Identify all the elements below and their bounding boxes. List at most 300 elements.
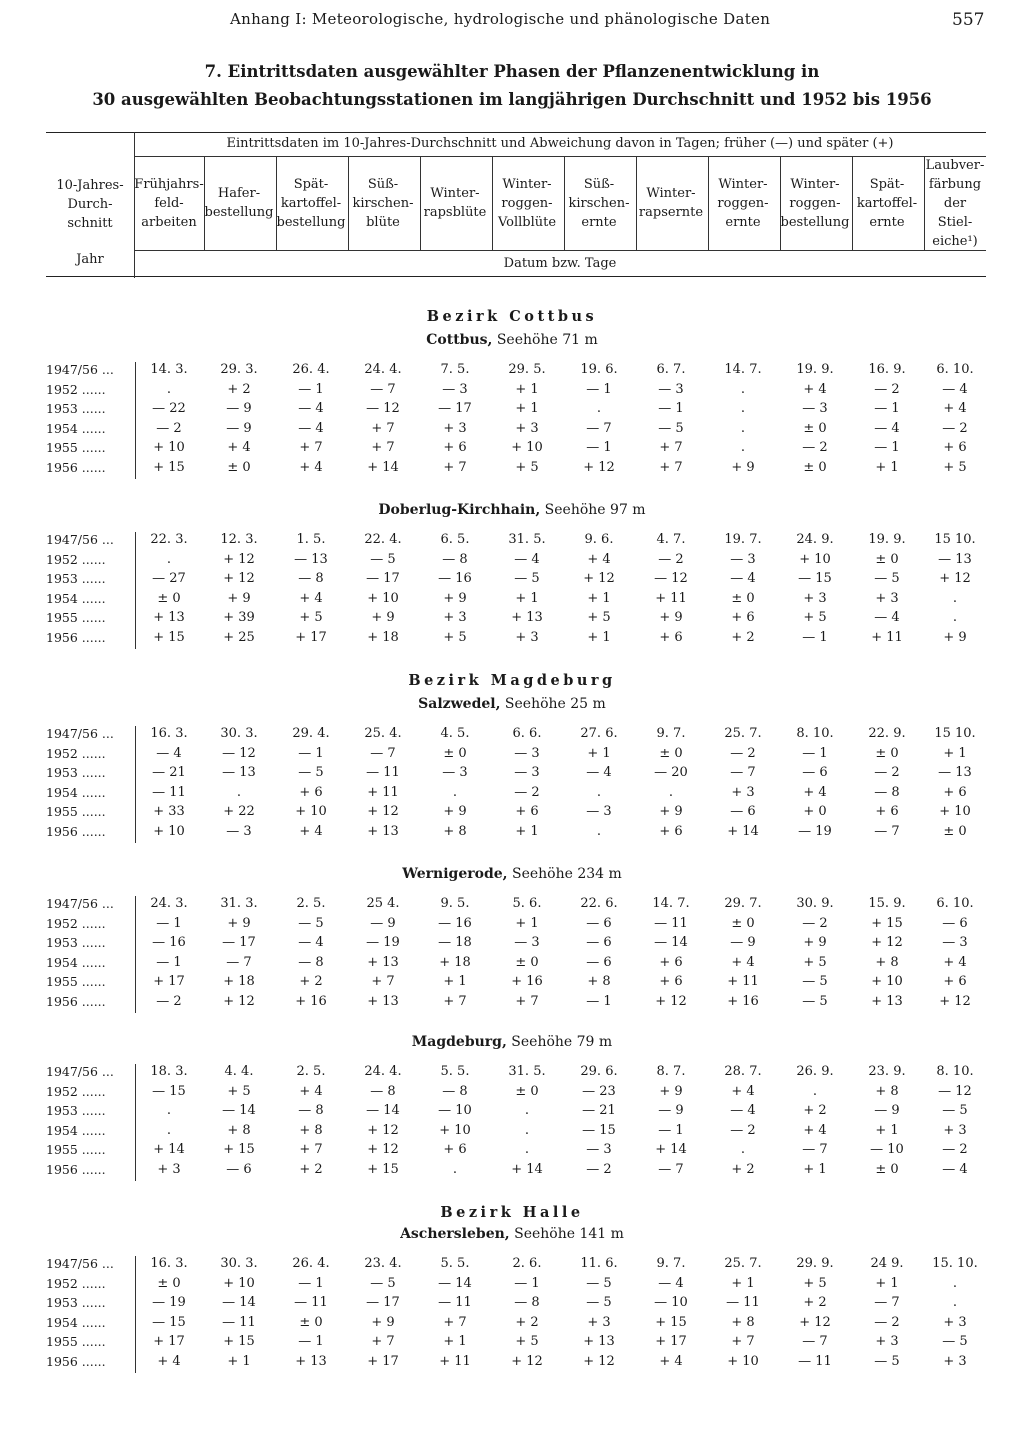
header-span-label: Eintrittsdaten im 10-Jahres-Durchschnitt und Abweichung davon in Tagen; früher (—) und später (+) xyxy=(226,136,894,151)
table-row xyxy=(46,1084,986,1104)
table-cell: 29. 9. xyxy=(796,1256,834,1271)
column-header-line: Winter- xyxy=(790,176,840,192)
table-cell: — 3 xyxy=(730,551,756,567)
table-cell: — 10 xyxy=(870,1142,904,1157)
table-cell: — 4 xyxy=(942,1161,968,1177)
table-cell: 2. 5. xyxy=(296,1064,326,1079)
table-cell: + 3 xyxy=(157,1161,181,1177)
table-cell: ± 0 xyxy=(731,590,755,606)
table-cell: + 8 xyxy=(227,1122,251,1138)
station-heading xyxy=(0,1034,1024,1050)
table-cell: — 6 xyxy=(586,935,612,950)
table-cell: — 14 xyxy=(222,1295,256,1310)
station-heading xyxy=(0,332,1024,348)
column-header-line: kirschen- xyxy=(568,195,630,211)
table-cell: — 2 xyxy=(874,1314,900,1330)
table-row xyxy=(46,630,986,650)
row-label: 1953 ...... xyxy=(46,1103,106,1118)
table-cell: — 23 xyxy=(582,1083,616,1099)
table-cell: 31. 5. xyxy=(508,532,546,547)
table-cell: + 6 xyxy=(299,784,323,800)
table-cell: + 12 xyxy=(939,993,971,1009)
table-cell: + 13 xyxy=(511,610,543,625)
table-cell: 30. 9. xyxy=(796,896,834,911)
table-cell: — 21 xyxy=(582,1103,616,1118)
column-header xyxy=(708,156,778,250)
table-cell: — 13 xyxy=(938,765,972,780)
table-cell: + 9 xyxy=(659,804,683,819)
table-cell: 29. 6. xyxy=(580,1064,618,1079)
table-row xyxy=(46,362,986,382)
table-row xyxy=(46,935,986,955)
table-cell: . xyxy=(952,610,958,625)
table-cell: — 9 xyxy=(730,935,756,950)
table-cell: — 5 xyxy=(802,974,828,989)
table-cell: 15 10. xyxy=(934,532,976,547)
table-cell: — 3 xyxy=(942,935,968,950)
row-label: 1956 ...... xyxy=(46,1161,106,1177)
table-cell: — 11 xyxy=(294,1295,328,1310)
table-cell: 16. 3. xyxy=(150,1256,188,1271)
station-elevation: Seehöhe 79 m xyxy=(506,1034,613,1050)
table-cell: — 1 xyxy=(658,1122,684,1138)
row-label: 1954 ...... xyxy=(46,1314,106,1330)
table-row xyxy=(46,974,986,994)
station-name: Doberlug-Kirchhain, xyxy=(378,502,541,518)
row-label: 1956 ...... xyxy=(46,993,106,1009)
column-header-line: Winter- xyxy=(430,186,480,201)
column-header-line: eiche¹) xyxy=(932,233,978,249)
table-cell: + 4 xyxy=(587,551,611,567)
station-name: Salzwedel, xyxy=(418,696,501,712)
column-separator xyxy=(276,156,277,250)
table-cell: + 5 xyxy=(515,459,539,475)
table-cell: — 5 xyxy=(370,551,396,567)
table-cell: 16. 9. xyxy=(868,362,906,377)
bezirk-heading: Bezirk Magdeburg xyxy=(408,672,616,689)
table-cell: + 18 xyxy=(223,974,255,989)
table-cell: 7. 5. xyxy=(440,362,470,377)
table-cell: — 6 xyxy=(586,915,612,931)
table-cell: 18. 3. xyxy=(150,1064,188,1079)
table-cell: — 1 xyxy=(658,401,684,416)
table-cell: — 13 xyxy=(938,551,972,567)
table-row xyxy=(46,1276,986,1296)
table-cell: — 19 xyxy=(152,1295,186,1310)
table-cell: — 9 xyxy=(658,1103,684,1118)
table-cell: 6. 5. xyxy=(440,532,470,547)
table-cell: + 2 xyxy=(731,629,755,645)
table-cell: — 2 xyxy=(586,1161,612,1177)
table-cell: — 1 xyxy=(586,440,612,455)
table-cell: . xyxy=(952,590,958,606)
table-title-line-2: 30 ausgewählten Beobachtungsstationen im langjährigen Durchschnitt und 1952 bis 1956 xyxy=(92,90,932,109)
column-header-line: Laubver- xyxy=(925,157,985,173)
column-header-line: Winter- xyxy=(718,176,768,192)
table-cell: + 1 xyxy=(587,745,611,761)
column-separator xyxy=(852,156,853,250)
column-separator xyxy=(708,156,709,250)
table-row xyxy=(46,382,986,402)
table-row xyxy=(46,824,986,844)
table-cell: + 13 xyxy=(583,1334,615,1349)
table-cell: — 4 xyxy=(730,571,756,586)
table-cell: + 10 xyxy=(939,804,971,819)
table-cell: 6. 7. xyxy=(656,362,686,377)
column-header-line: roggen- xyxy=(789,195,841,211)
table-cell: — 15 xyxy=(152,1083,186,1099)
table-row xyxy=(46,765,986,785)
table-cell: — 5 xyxy=(370,1275,396,1291)
table-cell: + 15 xyxy=(153,459,185,475)
column-header-line: kirschen- xyxy=(352,195,414,211)
row-label: 1955 ...... xyxy=(46,974,106,989)
table-cell: + 3 xyxy=(943,1122,967,1138)
table-cell: + 18 xyxy=(439,954,471,970)
table-cell: + 13 xyxy=(153,610,185,625)
table-cell: + 6 xyxy=(875,804,899,819)
station-heading xyxy=(0,696,1024,712)
table-cell: — 11 xyxy=(438,1295,472,1310)
table-cell: 25 4. xyxy=(366,896,400,911)
table-cell: 26. 4. xyxy=(292,1256,330,1271)
table-cell: + 4 xyxy=(659,1353,683,1369)
table-cell: + 6 xyxy=(943,784,967,800)
table-cell: + 14 xyxy=(727,823,759,839)
station-table xyxy=(46,896,986,1013)
table-cell: + 9 xyxy=(227,915,251,931)
table-row xyxy=(46,785,986,805)
column-header-line: blüte xyxy=(366,214,400,230)
table-cell: . xyxy=(952,1275,958,1291)
table-cell: ± 0 xyxy=(803,420,827,436)
table-cell: — 11 xyxy=(366,765,400,780)
header-top-rule xyxy=(46,132,986,133)
table-cell: 31. 5. xyxy=(508,1064,546,1079)
table-cell: + 13 xyxy=(295,1353,327,1369)
table-cell: + 17 xyxy=(153,974,185,989)
table-cell: + 11 xyxy=(727,974,759,989)
table-cell: + 3 xyxy=(943,1314,967,1330)
table-cell: 26. 9. xyxy=(796,1064,834,1079)
table-cell: + 7 xyxy=(371,420,395,436)
table-cell: . xyxy=(166,1122,172,1138)
table-cell: + 2 xyxy=(299,974,323,989)
row-label: 1954 ...... xyxy=(46,1122,106,1138)
table-cell: + 6 xyxy=(659,823,683,839)
table-cell: — 7 xyxy=(370,381,396,397)
table-cell: — 12 xyxy=(938,1083,972,1099)
table-cell: 29. 4. xyxy=(292,726,330,741)
table-cell: 31. 3. xyxy=(220,896,258,911)
table-cell: + 17 xyxy=(295,629,327,645)
table-cell: — 1 xyxy=(298,745,324,761)
table-cell: . xyxy=(740,381,746,397)
table-cell: . xyxy=(740,440,746,455)
column-header-line: bestellung xyxy=(276,214,346,230)
table-cell: — 5 xyxy=(514,571,540,586)
table-cell: — 6 xyxy=(942,915,968,931)
table-cell: + 25 xyxy=(223,629,255,645)
column-separator xyxy=(420,156,421,250)
table-cell: 9. 7. xyxy=(656,1256,686,1271)
table-cell: + 3 xyxy=(443,420,467,436)
table-cell: — 21 xyxy=(152,765,186,780)
table-cell: — 22 xyxy=(152,401,186,416)
table-cell: — 2 xyxy=(658,551,684,567)
table-cell: — 3 xyxy=(514,765,540,780)
table-cell: 22. 3. xyxy=(150,532,188,547)
table-cell: + 17 xyxy=(367,1353,399,1369)
table-cell: — 16 xyxy=(152,935,186,950)
table-row xyxy=(46,440,986,460)
station-heading xyxy=(0,1226,1024,1242)
table-cell: ± 0 xyxy=(659,745,683,761)
table-cell: 19. 9. xyxy=(796,362,834,377)
table-row xyxy=(46,726,986,746)
table-cell: + 11 xyxy=(367,784,399,800)
column-header-line: Winter- xyxy=(646,186,696,201)
table-cell: — 14 xyxy=(222,1103,256,1118)
table-cell: ± 0 xyxy=(157,1275,181,1291)
table-cell: + 1 xyxy=(443,974,467,989)
row-label: 1956 ...... xyxy=(46,629,106,645)
table-row xyxy=(46,1103,986,1123)
table-cell: + 5 xyxy=(803,610,827,625)
table-cell: + 1 xyxy=(731,1275,755,1291)
table-cell: 23. 4. xyxy=(364,1256,402,1271)
table-cell: + 10 xyxy=(799,551,831,567)
station-elevation: Seehöhe 71 m xyxy=(492,332,598,348)
column-header-line: bestellung xyxy=(204,205,274,220)
row-label: 1947/56 ... xyxy=(46,1064,114,1079)
table-cell: ± 0 xyxy=(803,459,827,475)
table-row xyxy=(46,552,986,572)
table-cell: + 6 xyxy=(443,440,467,455)
table-cell: — 20 xyxy=(654,765,688,780)
table-cell: ± 0 xyxy=(227,459,251,475)
row-label: 1952 ...... xyxy=(46,551,106,567)
table-cell: — 1 xyxy=(874,440,900,455)
table-cell: — 17 xyxy=(366,1295,400,1310)
table-cell: — 16 xyxy=(438,571,472,586)
table-cell: 29. 5. xyxy=(508,362,546,377)
table-cell: ± 0 xyxy=(943,823,967,839)
table-cell: + 2 xyxy=(803,1103,827,1118)
table-cell: — 19 xyxy=(798,823,832,839)
table-cell: + 1 xyxy=(803,1161,827,1177)
station-name: Aschersleben, xyxy=(400,1226,510,1242)
table-cell: — 5 xyxy=(586,1275,612,1291)
table-cell: — 4 xyxy=(874,610,900,625)
table-cell: + 9 xyxy=(371,610,395,625)
table-cell: + 9 xyxy=(731,459,755,475)
table-row xyxy=(46,1334,986,1354)
table-row xyxy=(46,1064,986,1084)
table-cell: — 4 xyxy=(298,420,324,436)
row-label: 1954 ...... xyxy=(46,784,106,800)
table-cell: — 7 xyxy=(874,1295,900,1310)
table-cell: . xyxy=(952,1295,958,1310)
table-cell: — 5 xyxy=(874,571,900,586)
table-cell: . xyxy=(452,784,458,800)
table-cell: + 4 xyxy=(157,1353,181,1369)
page-number: 557 xyxy=(952,10,985,30)
table-cell: 19. 6. xyxy=(580,362,618,377)
table-cell: — 17 xyxy=(222,935,256,950)
table-cell: — 8 xyxy=(370,1083,396,1099)
table-cell: — 5 xyxy=(298,915,324,931)
table-cell: — 2 xyxy=(730,1122,756,1138)
bezirk-heading: Bezirk Halle xyxy=(440,1204,584,1221)
table-cell: . xyxy=(166,1103,172,1118)
table-cell: — 2 xyxy=(156,420,182,436)
table-cell: 15. 10. xyxy=(932,1256,978,1271)
table-cell: — 11 xyxy=(222,1314,256,1330)
table-cell: + 12 xyxy=(367,804,399,819)
column-header-line: Vollblüte xyxy=(497,214,557,230)
station-elevation: Seehöhe 141 m xyxy=(509,1226,624,1242)
table-cell: — 12 xyxy=(366,401,400,416)
table-cell: + 6 xyxy=(659,974,683,989)
table-cell: 12. 3. xyxy=(220,532,258,547)
table-cell: 6. 6. xyxy=(512,726,542,741)
table-cell: 25. 4. xyxy=(364,726,402,741)
table-cell: + 16 xyxy=(511,974,543,989)
column-header-line: Winter- xyxy=(502,176,552,192)
table-cell: 2. 5. xyxy=(296,896,326,911)
table-cell: + 1 xyxy=(587,629,611,645)
table-cell: 27. 6. xyxy=(580,726,618,741)
column-header-line: rapsblüte xyxy=(423,205,487,220)
table-cell: — 14 xyxy=(438,1275,472,1291)
table-cell: + 14 xyxy=(153,1142,185,1157)
table-cell: — 8 xyxy=(442,1083,468,1099)
table-cell: 29. 3. xyxy=(220,362,258,377)
column-header-line: ernte xyxy=(725,214,761,230)
table-cell: — 7 xyxy=(874,823,900,839)
table-cell: — 1 xyxy=(874,401,900,416)
table-cell: 6. 10. xyxy=(936,362,974,377)
table-cell: — 12 xyxy=(654,571,688,586)
table-cell: 5. 5. xyxy=(440,1064,470,1079)
table-cell: — 8 xyxy=(298,571,324,586)
table-cell: — 4 xyxy=(298,401,324,416)
table-cell: + 12 xyxy=(223,551,255,567)
table-cell: 9. 5. xyxy=(440,896,470,911)
table-cell: + 12 xyxy=(583,571,615,586)
table-cell: — 2 xyxy=(514,784,540,800)
table-cell: + 16 xyxy=(295,993,327,1009)
row-label: 1947/56 ... xyxy=(46,896,114,911)
table-cell: + 1 xyxy=(943,745,967,761)
row-label: 1952 ...... xyxy=(46,1275,106,1291)
table-cell: + 3 xyxy=(875,590,899,606)
table-cell: + 15 xyxy=(655,1314,687,1330)
table-cell: + 4 xyxy=(943,954,967,970)
column-header-line: bestellung xyxy=(780,214,850,230)
table-cell: + 6 xyxy=(943,440,967,455)
table-cell: + 4 xyxy=(299,590,323,606)
column-header-line: roggen- xyxy=(717,195,769,211)
table-cell: — 15 xyxy=(582,1122,616,1138)
table-cell: ± 0 xyxy=(299,1314,323,1330)
table-cell: 30. 3. xyxy=(220,1256,258,1271)
table-cell: + 7 xyxy=(299,1142,323,1157)
table-cell: + 1 xyxy=(227,1353,251,1369)
header-year-label: Jahr xyxy=(76,252,104,267)
table-cell: + 33 xyxy=(153,804,185,819)
table-cell: 1. 5. xyxy=(296,532,326,547)
header-unit-label: Datum bzw. Tage xyxy=(503,256,617,271)
table-cell: + 6 xyxy=(659,629,683,645)
table-cell: + 5 xyxy=(803,1275,827,1291)
table-cell: + 4 xyxy=(299,459,323,475)
table-cell: — 1 xyxy=(156,954,182,970)
table-cell: + 5 xyxy=(515,1334,539,1349)
table-cell: ± 0 xyxy=(731,915,755,931)
table-cell: ± 0 xyxy=(443,745,467,761)
table-cell: + 1 xyxy=(875,1275,899,1291)
table-cell: ± 0 xyxy=(515,954,539,970)
table-cell: + 14 xyxy=(367,459,399,475)
table-cell: 19. 7. xyxy=(724,532,762,547)
table-cell: + 15 xyxy=(153,629,185,645)
row-label: 1952 ...... xyxy=(46,381,106,397)
table-cell: — 7 xyxy=(586,420,612,436)
row-label: 1953 ...... xyxy=(46,765,106,780)
header-lead-line-2: Durch- xyxy=(67,197,113,212)
table-cell: + 1 xyxy=(515,915,539,931)
column-header-line: Spät- xyxy=(293,176,329,192)
column-separator xyxy=(924,156,925,250)
table-cell: + 8 xyxy=(299,1122,323,1138)
row-label: 1953 ...... xyxy=(46,571,106,586)
table-cell: + 9 xyxy=(803,935,827,950)
table-cell: + 8 xyxy=(443,823,467,839)
table-row xyxy=(46,1295,986,1315)
row-label: 1955 ...... xyxy=(46,804,106,819)
table-cell: — 2 xyxy=(874,765,900,780)
column-header-line: feld- xyxy=(154,195,184,211)
table-cell: 24. 3. xyxy=(150,896,188,911)
table-cell: — 14 xyxy=(366,1103,400,1118)
table-cell: + 12 xyxy=(511,1353,543,1369)
table-cell: — 2 xyxy=(156,993,182,1009)
table-row xyxy=(46,896,986,916)
table-cell: — 1 xyxy=(156,915,182,931)
table-cell: + 10 xyxy=(295,804,327,819)
table-cell: + 7 xyxy=(371,974,395,989)
table-cell: — 1 xyxy=(586,381,612,397)
table-cell: + 2 xyxy=(515,1314,539,1330)
table-cell: — 9 xyxy=(874,1103,900,1118)
row-label: 1952 ...... xyxy=(46,915,106,931)
table-cell: + 15 xyxy=(367,1161,399,1177)
row-label: 1947/56 ... xyxy=(46,532,114,547)
table-cell: + 9 xyxy=(371,1314,395,1330)
table-cell: — 5 xyxy=(942,1103,968,1118)
station-name: Cottbus, xyxy=(426,332,493,348)
table-row xyxy=(46,1142,986,1162)
table-cell: — 10 xyxy=(654,1295,688,1310)
table-cell: 30. 3. xyxy=(220,726,258,741)
table-cell: + 5 xyxy=(227,1083,251,1099)
row-label: 1955 ...... xyxy=(46,440,106,455)
station-table xyxy=(46,726,986,843)
table-cell: + 10 xyxy=(153,823,185,839)
table-cell: — 13 xyxy=(222,765,256,780)
